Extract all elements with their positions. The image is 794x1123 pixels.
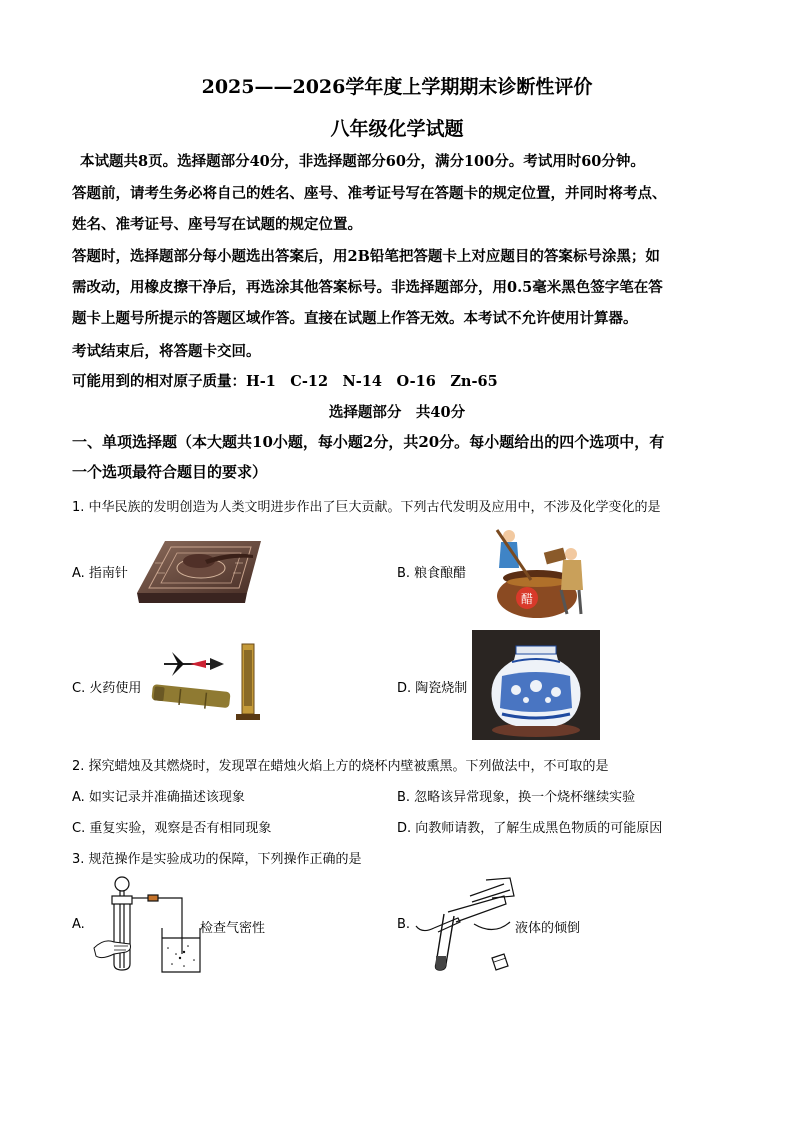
note-line: 答题时，选择题部分每小题选出答案后，用2B铅笔把答题卡上对应题目的答案标号涂黑；如 [72,248,660,265]
section-heading: 选择题部分 共40分 [328,404,466,421]
note-line: 本试题共8页。选择题部分40分，非选择题部分60分，满分100分。考试用时60分钟。 [80,153,645,170]
gunpowder-image [150,640,266,730]
question-stem: 3. 规范操作是实验成功的保障，下列操作正确的是 [72,852,362,867]
option-a: A. [72,917,85,932]
option-a-label: 检查气密性 [200,921,266,936]
option-d: D. 向教师请教，了解生成黑色物质的可能原因 [397,821,663,836]
part-heading: 一个选项最符合题目的要求） [72,463,268,481]
option-a: A. 指南针 [72,566,128,581]
note-line: 需改动，用橡皮擦干净后，再选涂其他答案标号。非选择题部分，用0.5毫米黑色签字笔在答 [72,279,663,296]
option-a: A. 如实记录并准确描述该现象 [72,790,245,805]
option-b: B. 粮食酿醋 [397,566,467,581]
note-line: 答题前，请考生务必将自己的姓名、座号、准考证号写在答题卡的规定位置，并同时将考点、 [72,185,667,202]
compass-image [135,533,263,605]
porcelain-jar-image [472,630,600,740]
part-heading: 一、单项选择题（本大题共10小题，每小题2分，共20分。每小题给出的四个选项中，有 [72,433,665,451]
vinegar-brewing-image [487,526,591,620]
option-c: C. 火药使用 [72,681,142,696]
option-b: B. 忽略该异常现象，换一个烧杯继续实验 [397,790,636,805]
exam-subtitle: 八年级化学试题 [330,118,464,140]
option-b: B. [397,917,411,932]
exam-title: 2025——2026学年度上学期期末诊断性评价 [201,76,593,98]
option-d: D. 陶瓷烧制 [397,681,468,696]
question-stem: 1. 中华民族的发明创造为人类文明进步作出了巨大贡献。下列古代发明及应用中，不涉及化学变化的是 [72,500,661,515]
liquid-pouring-diagram [414,876,518,972]
note-line: 姓名、准考证号、座号写在试题的规定位置。 [72,216,362,233]
note-line: 题卡上题号所提示的答题区域作答。直接在试题上作答无效。本考试不允许使用计算器。 [72,310,638,327]
option-b-label: 液体的倾倒 [515,921,581,936]
airtightness-check-diagram [92,872,204,976]
question-stem: 2. 探究蜡烛及其燃烧时，发现罩在蜡烛火焰上方的烧杯内壁被熏黑。下列做法中，不可取的是 [72,759,609,774]
option-c: C. 重复实验，观察是否有相同现象 [72,821,272,836]
atomic-masses: 可能用到的相对原子质量：H-1 C-12 N-14 O-16 Zn-65 [72,373,498,390]
vinegar-label: 醋 [520,592,534,606]
note-line: 考试结束后，将答题卡交回。 [72,343,261,360]
